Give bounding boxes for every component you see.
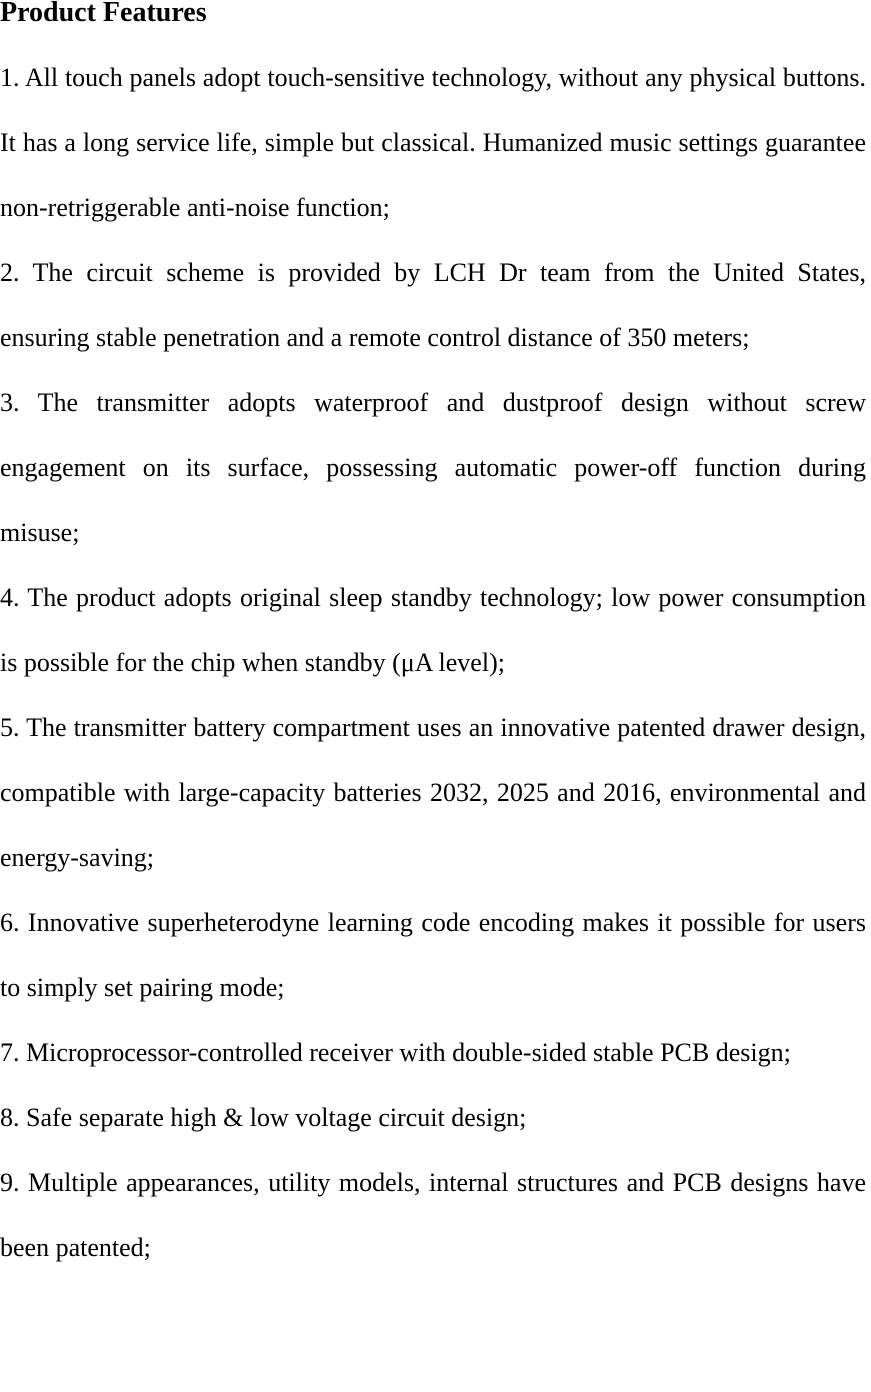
feature-item-9: 9. Multiple appearances, utility models, internal structures and PCB designs have been patented; xyxy=(0,1168,866,1262)
document-title: Product Features xyxy=(0,0,207,28)
feature-item-3: 3. The transmitter adopts waterproof and dustproof design without screw engagement on its surface, possessing automatic power-off function during misuse; xyxy=(0,388,866,547)
feature-item-8: 8. Safe separate high & low voltage circuit design; xyxy=(0,1103,527,1132)
feature-item-5: 5. The transmitter battery compartment uses an innovative patented drawer design, compatible with large-capacity batteries 2032, 2025 and 2016, environmental and energy-saving; xyxy=(0,713,866,872)
feature-item-7: 7. Microprocessor-controlled receiver with double-sided stable PCB design; xyxy=(0,1038,791,1067)
feature-item-1: 1. All touch panels adopt touch-sensitive technology, without any physical buttons. It has a long service life, simple but classical. Humanized music settings guarantee non-retriggerable anti-noise function; xyxy=(0,63,866,222)
feature-item-4: 4. The product adopts original sleep standby technology; low power consumption is possible for the chip when standby (μA level); xyxy=(0,583,866,677)
feature-item-6: 6. Innovative superheterodyne learning code encoding makes it possible for users to simply set pairing mode; xyxy=(0,908,866,1002)
feature-list xyxy=(0,45,866,1280)
feature-item-2: 2. The circuit scheme is provided by LCH Dr team from the United States, ensuring stable penetration and a remote control distance of 350 meters; xyxy=(0,258,866,352)
